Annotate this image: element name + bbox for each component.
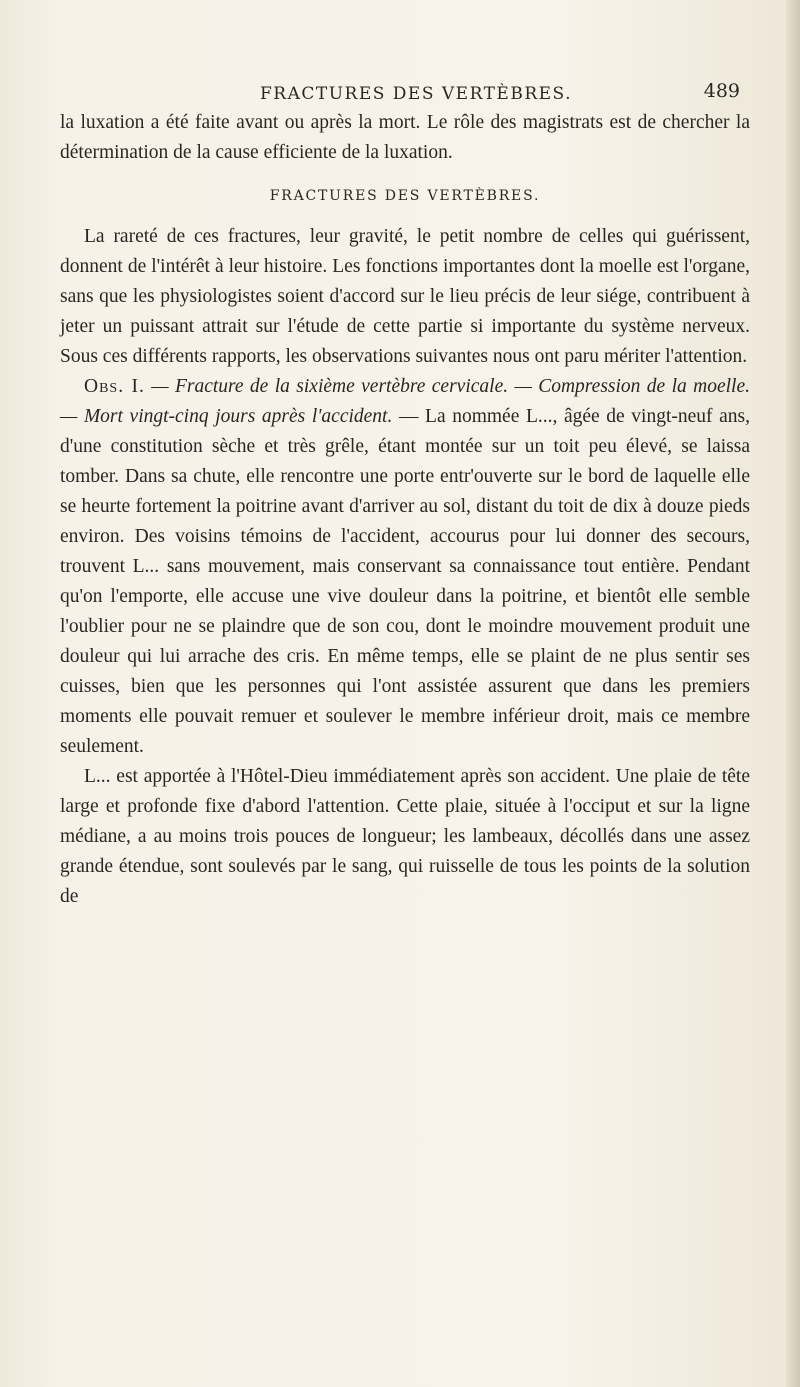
observation-label: Obs. I. [84, 376, 145, 397]
observation-paragraph [60, 372, 750, 762]
section-heading: FRACTURES DES VERTÈBRES. [269, 188, 541, 204]
page-edge [786, 0, 800, 1387]
observation-title: — Fracture de la sixième vertèbre cervicale. — Compression de la moelle. — Mort vingt-cinq jours après l'accident. [60, 376, 750, 427]
running-head: FRACTURES DES VERTÈBRES. [260, 84, 572, 104]
paragraph-hospital: L... est apportée à l'Hôtel-Dieu immédiatement après son accident. Une plaie de tête large et profonde fixe d'abord l'attention. Cette plaie, située à l'occiput et sur la ligne médiane, a au moins trois pouces de longueur; les lambeaux, décollés dans une assez grande étendue, sont soulevés par le sang, qui ruisselle de tous les points de la solution de [60, 766, 750, 907]
paragraph-intro: La rareté de ces fractures, leur gravité, le petit nombre de celles qui guérissent, donnent de l'intérêt à leur histoire. Les fonctions importantes dont la moelle est l'organe, sans que les physiologistes soient d'accord sur le lieu précis de leur siége, contribuent à jeter un puissant attrait sur l'étude de cette partie si importante du système nerveux. Sous ces différents rapports, les observations suivantes nous ont paru mériter l'attention. [60, 226, 750, 367]
paragraph-continued: la luxation a été faite avant ou après la mort. Le rôle des magistrats est de chercher la détermination de la cause efficiente de la luxation. [60, 112, 750, 163]
page-header [60, 80, 740, 110]
page-number: 489 [703, 80, 740, 102]
observation-text: — La nommée L..., âgée de vingt-neuf ans, d'une constitution sèche et très grêle, étant montée sur un toit peu élevé, se laissa tomber. Dans sa chute, elle rencontre une porte entr'ouverte sur le bord de laquelle elle se heurte fortement la poitrine avant d'arriver au sol, distant du toit de dix à douze pieds environ. Des voisins témoins de l'accident, accourus pour lui donner des secours, trouvent L... sans mouvement, mais conservant sa connaissance tout entière. Pendant qu'on l'emporte, elle accuse une vive douleur dans la poitrine, et bientôt elle semble l'oublier pour ne se plaindre que de son cou, dont le moindre mouvement produit une douleur qui lui arrache des cris. En même temps, elle se plaint de ne plus sentir ses cuisses, bien que les personnes qui l'ont assistée assurent que dans les premiers moments elle pouvait remuer et soulever le membre inférieur droit, mais ce membre seulement. [60, 406, 750, 757]
page-body [60, 108, 750, 912]
